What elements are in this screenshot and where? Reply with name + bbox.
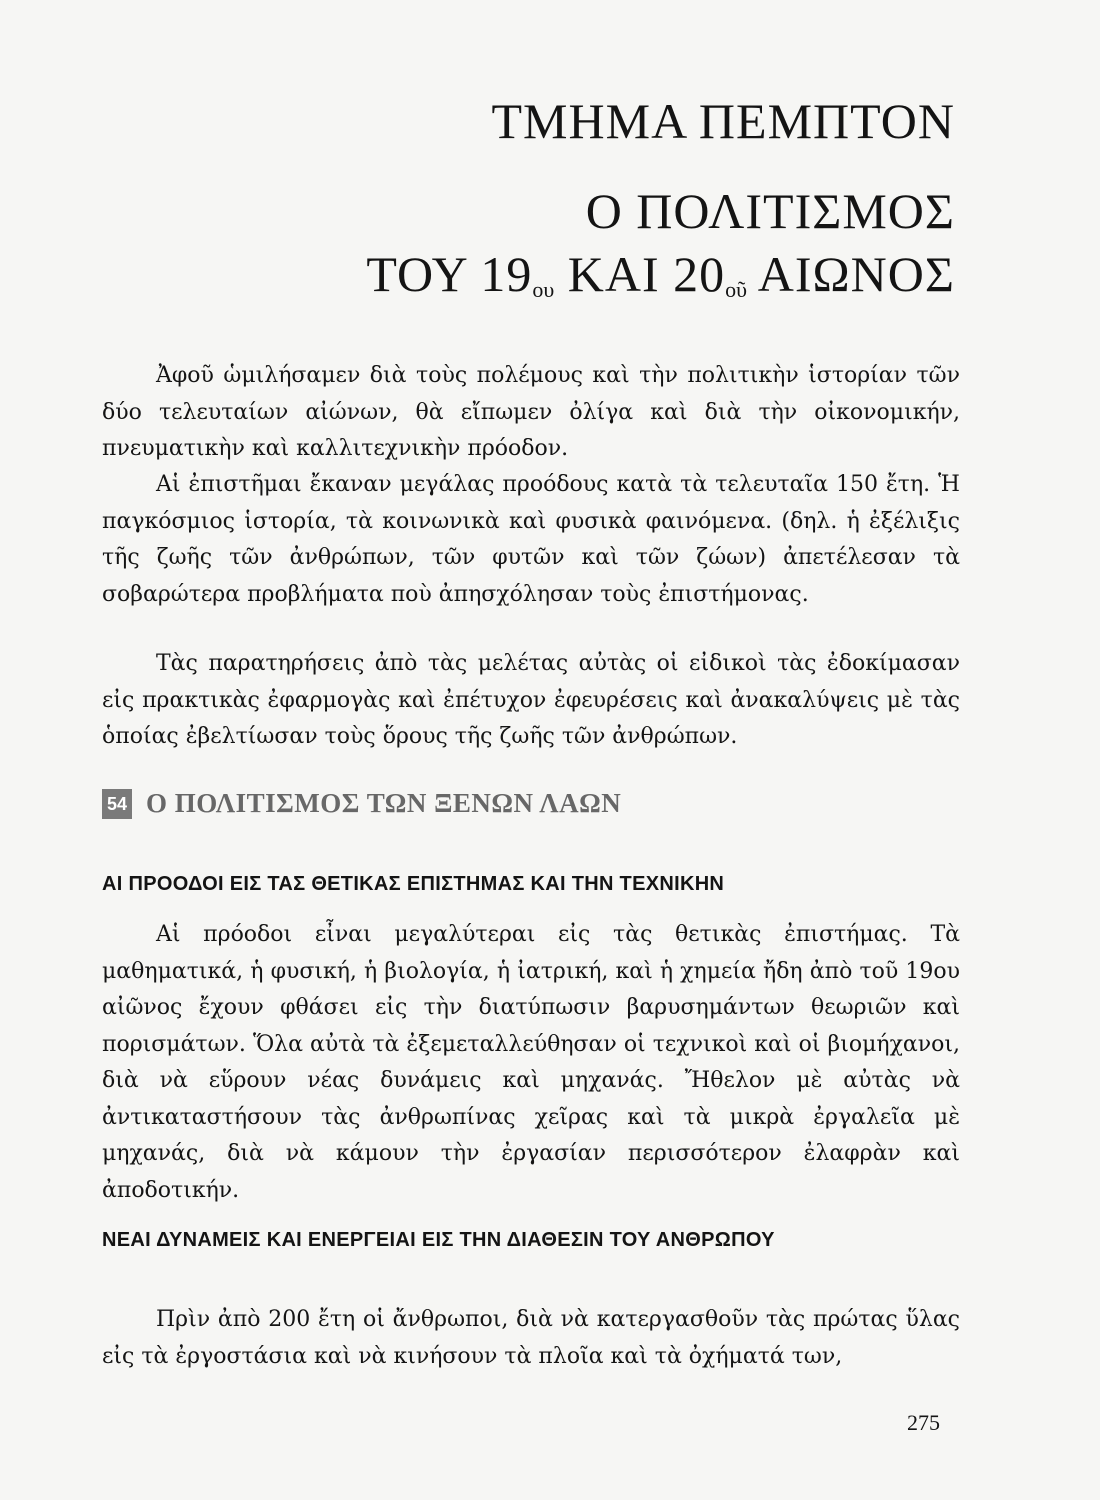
- title-line-2-part-b: ΚΑΙ 20: [554, 246, 726, 302]
- part-heading: ΤΜΗΜΑ ΠΕΜΠΤΟΝ: [491, 93, 955, 149]
- page-number: 275: [907, 1410, 940, 1435]
- part-title-line-1: Ο ΠΟΛΙΤΙΣΜΟΣ: [585, 183, 955, 239]
- part-title-line-2: [366, 245, 955, 303]
- subsection-1-paragraph: Αἱ πρόοδοι εἶναι μεγαλύτεραι εἰς τὰς θετικὰς ἐπιστήμας. Τὰ μαθηματικά, ἡ φυσική, ἡ βιολογία, ἡ ἰατρική, καὶ ἡ χημεία ἤδη ἀπὸ τοῦ 19ου αἰῶνος ἔχουν φθάσει εἰς τὴν διατύπωσιν βαρυσημάντων θεωριῶν καὶ πορισμάτων. Ὅλα αὐτὰ τὰ ἐξεμεταλλεύθησαν οἱ τεχνικοὶ καὶ οἱ βιομήχανοι, διὰ νὰ εὕρουν νέας δυνάμεις καὶ μηχανάς. Ἤθελον μὲ αὐτὰς νὰ ἀντικαταστήσουν τὰς ἀνθρωπίνας χεῖρας καὶ τὰ μικρὰ ἐργαλεῖα μὲ μηχανάς, διὰ νὰ κάμουν τὴν ἐργασίαν περισσότερον ἐλαφρὰν καὶ ἀποδοτικήν.: [102, 922, 960, 1203]
- section-heading: [102, 788, 621, 819]
- title-line-2-part-c: ΑΙΩΝΟΣ: [747, 246, 955, 302]
- intro-paragraph-1: Ἀφοῦ ὡμιλήσαμεν διὰ τοὺς πολέμους καὶ τὴν πολιτικὴν ἱστορίαν τῶν δύο τελευταίων αἰώνων, θὰ εἴπωμεν ὀλίγα καὶ διὰ τὴν οἰκονομικήν, πνευματικὴν καὶ καλλιτεχνικὴν πρόοδον.: [102, 363, 960, 461]
- subsection-2-heading: ΝΕΑΙ ΔΥΝΑΜΕΙΣ ΚΑΙ ΕΝΕΡΓΕΙΑΙ ΕΙΣ ΤΗΝ ΔΙΑΘΕΣΙΝ ΤΟΥ ΑΝΘΡΩΠΟΥ: [102, 1229, 775, 1251]
- section-number-badge: 54: [102, 789, 132, 819]
- title-suffix-ou-accented: οῦ: [725, 277, 748, 302]
- title-line-2-part-a: ΤΟΥ 19: [366, 246, 533, 302]
- subsection-2-paragraph: Πρὶν ἀπὸ 200 ἔτη οἱ ἄνθρωποι, διὰ νὰ κατεργασθοῦν τὰς πρώτας ὕλας εἰς τὰ ἐργοστάσια καὶ νὰ κινήσουν τὰ πλοῖα καὶ τὰ ὀχήματά των,: [102, 1307, 960, 1369]
- subsection-1-heading: ΑΙ ΠΡΟΟΔΟΙ ΕΙΣ ΤΑΣ ΘΕΤΙΚΑΣ ΕΠΙΣΤΗΜΑΣ ΚΑΙ ΤΗΝ ΤΕΧΝΙΚΗΝ: [102, 873, 725, 895]
- title-suffix-ou: ου: [532, 277, 555, 302]
- section-title: Ο ΠΟΛΙΤΙΣΜΟΣ ΤΩΝ ΞΕΝΩΝ ΛΑΩΝ: [146, 788, 622, 818]
- intro-paragraph-2: Αἱ ἐπιστῆμαι ἔκαναν μεγάλας προόδους κατὰ τὰ τελευταῖα 150 ἔτη. Ἡ παγκόσμιος ἱστορία, τὰ κοινωνικὰ καὶ φυσικὰ φαινόμενα. (δηλ. ἡ ἐξέλιξις τῆς ζωῆς τῶν ἀνθρώπων, τῶν φυτῶν καὶ τῶν ζώων) ἀπετέλεσαν τὰ σοβαρώτερα προβλήματα ποὺ ἀπησχόλησαν τοὺς ἐπιστήμονας.: [102, 472, 960, 607]
- intro-paragraph-3: Τὰς παρατηρήσεις ἀπὸ τὰς μελέτας αὐτὰς οἱ εἰδικοὶ τὰς ἐδοκίμασαν εἰς πρακτικὰς ἐφαρμογὰς καὶ ἐπέτυχον ἐφευρέσεις καὶ ἀνακαλύψεις μὲ τὰς ὁποίας ἐβελτίωσαν τοὺς ὅρους τῆς ζωῆς τῶν ἀνθρώπων.: [102, 651, 960, 749]
